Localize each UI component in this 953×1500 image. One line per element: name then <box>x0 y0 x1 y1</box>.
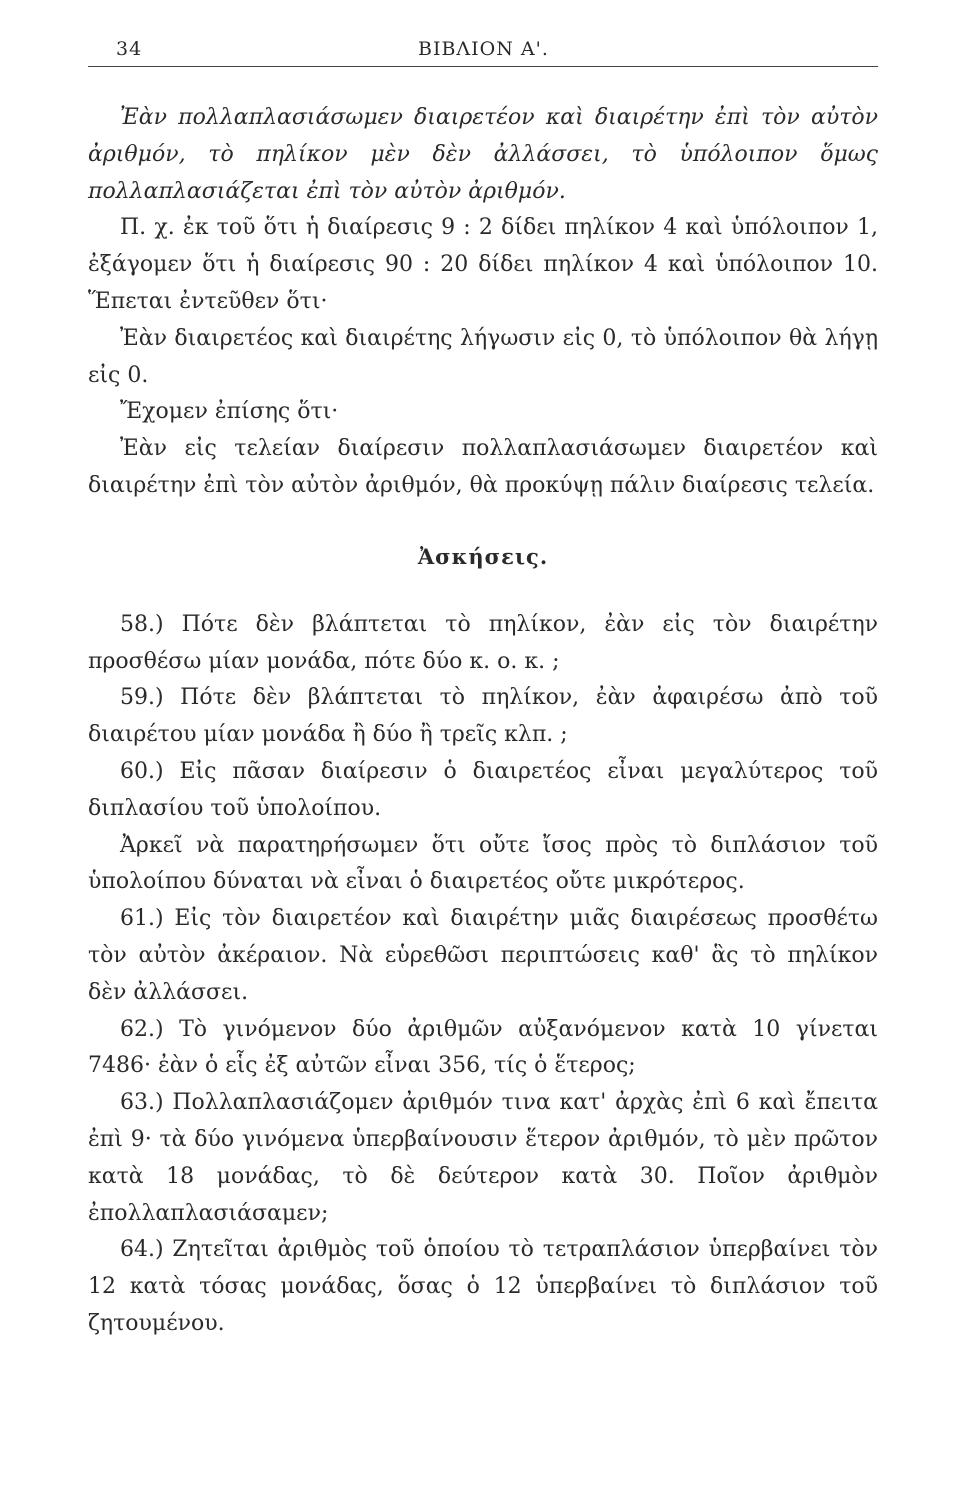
page-header <box>88 38 878 68</box>
theorem-paragraph: Ἐὰν πολλαπλασιάσωμεν διαιρετέον καὶ διαιρέτην ἐπὶ τὸν αὐτὸν ἀριθμόν, τὸ πηλίκον μὲν δὲν ἀλλάσσει, τὸ ὑπόλοιπον ὅμως πολλαπλασιάζεται ἐπὶ τὸν αὐτὸν ἀριθμόν. <box>88 105 878 204</box>
also-paragraph: Ἔχομεν ἐπίσης ὅτι· <box>120 399 339 425</box>
exercise-59: 59.) Πότε δὲν βλάπτεται τὸ πηλίκον, ἐὰν ἀφαιρέσω ἀπὸ τοῦ διαιρέτου μίαν μονάδα ἢ δύο ἢ τρεῖς κλπ. ; <box>88 685 878 748</box>
exercise-58: 58.) Πότε δὲν βλάπτεται τὸ πηλίκον, ἐὰν εἰς τὸν διαιρέτην προσθέσω μίαν μονάδα, πότε δύο κ. ο. κ. ; <box>88 611 878 674</box>
corollary-paragraph: Ἐὰν διαιρετέος καὶ διαιρέτης λήγωσιν εἰς 0, τὸ ὑπόλοιπον θὰ λήγῃ εἰς 0. <box>88 325 878 388</box>
exercise-62: 62.) Τὸ γινόμενον δύο ἀριθμῶν αὐξανόμενον κατὰ 10 γίνεται 7486· ἐὰν ὁ εἷς ἐξ αὐτῶν εἶναι 356, τίς ὁ ἕτερος; <box>88 1016 878 1079</box>
exercise-63: 63.) Πολλαπλασιάζομεν ἀριθμόν τινα κατ' ἀρχὰς ἐπὶ 6 καὶ ἔπειτα ἐπὶ 9· τὰ δύο γινόμενα ὑπερβαίνουσιν ἕτερον ἀριθμόν, τὸ μὲν πρῶτον κατὰ 18 μονάδας, τὸ δὲ δεύτερον κατὰ 30. Ποῖον ἀριθμὸν ἐπολλαπλασιάσαμεν; <box>88 1090 878 1226</box>
exercise-61: 61.) Εἰς τὸν διαιρετέον καὶ διαιρέτην μιᾶς διαιρέσεως προσθέτω τὸν αὐτὸν ἀκέραιον. Νὰ εὑρεθῶσι περιπτώσεις καθ' ἃς τὸ πηλίκον δὲν ἀλλάσσει. <box>88 906 878 1005</box>
corollary-paragraph-2: Ἐὰν εἰς τελείαν διαίρεσιν πολλαπλασιάσωμεν διαιρετέον καὶ διαιρέτην ἐπὶ τὸν αὐτὸν ἀριθμόν, θὰ προκύψῃ πάλιν διαίρεσις τελεία. <box>88 436 878 498</box>
running-title: ΒΙΒΛΙΟΝ Α'. <box>418 38 549 60</box>
example-paragraph: Π. χ. ἐκ τοῦ ὅτι ἡ διαίρεσις 9 : 2 δίδει πηλίκον 4 καὶ ὑπόλοιπον 1, ἐξάγομεν ὅτι ἡ διαίρεσις 90 : 20 δίδει πηλίκον 4 καὶ ὑπόλοιπον 10. Ἕπεται ἐντεῦθεν ὅτι· <box>88 215 878 314</box>
exercises-heading: Ἀσκήσεις. <box>417 543 549 569</box>
page-number: 34 <box>116 38 143 60</box>
exercise-60: 60.) Εἰς πᾶσαν διαίρεσιν ὁ διαιρετέος εἶναι μεγαλύτερος τοῦ διπλασίου τοῦ ὑπολοίπου. <box>88 758 878 821</box>
header-rule <box>88 66 878 67</box>
exercise-60-hint: Ἀρκεῖ νὰ παρατηρήσωμεν ὅτι οὔτε ἴσος πρὸς τὸ διπλάσιον τοῦ ὑπολοίπου δύναται νὰ εἶναι ὁ διαιρετέος οὔτε μικρότερος. <box>88 832 878 895</box>
exercise-64: 64.) Ζητεῖται ἀριθμὸς τοῦ ὁποίου τὸ τετραπλάσιον ὑπερβαίνει τὸν 12 κατὰ τόσας μονάδας, ὅσας ὁ 12 ὑπερβαίνει τὸ διπλάσιον τοῦ ζητουμένου. <box>88 1237 878 1336</box>
page-body <box>88 100 878 1343</box>
